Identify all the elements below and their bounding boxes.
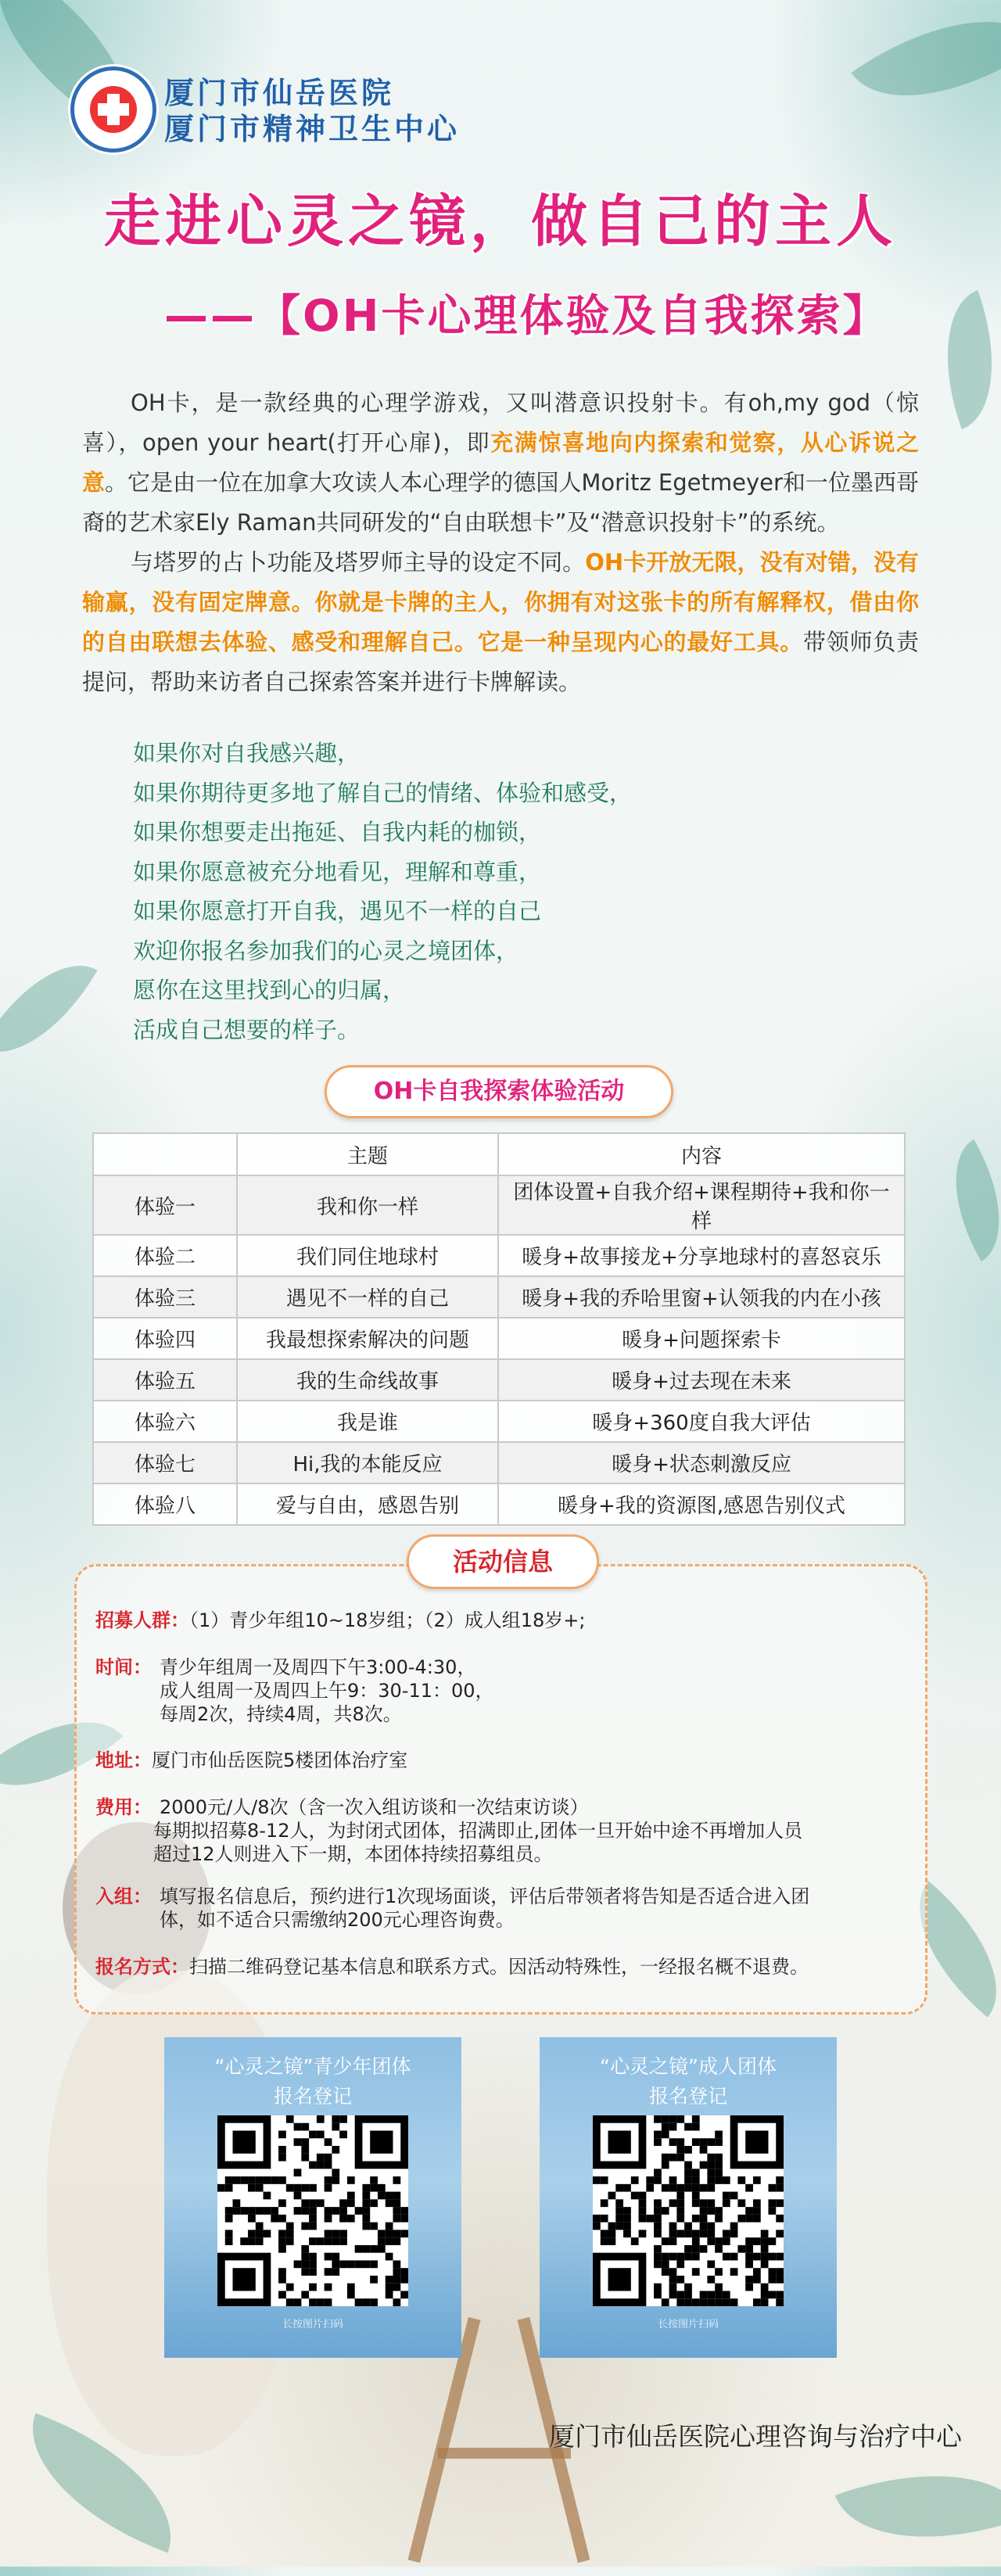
qr-caption: 长按图片扫码 — [657, 2319, 719, 2330]
address-label: 地址： — [95, 1749, 152, 1771]
page-subtitle: ——【OH卡心理体验及自我探索】 — [164, 291, 889, 342]
intro-p1-text-end: 。它是由一位在加拿大攻读人本心理学的德国人Moritz Egetmeyer和一位墨西哥裔的艺术家Ely Raman共同研发的“自由联想卡”及“潜意识投射卡”的系统。 — [82, 469, 919, 536]
invitation-line: 欢迎你报名参加我们的心灵之境团体， — [133, 937, 519, 964]
qr-card-adult[interactable] — [540, 2037, 837, 2358]
table-cell: 体验三 — [93, 1276, 237, 1318]
invitation-line: 如果你想要走出拖延、自我内耗的枷锁， — [133, 819, 542, 845]
fee-line: 超过12人则进入下一期，本团体持续招募组员。 — [153, 1843, 553, 1865]
signup-row — [95, 1955, 809, 1979]
time-line: 成人组周一及周四上午9：30-11：00， — [160, 1680, 494, 1702]
qr-code[interactable] — [593, 2115, 784, 2306]
intro-p2-text: 与塔罗的占卜功能及塔罗师主导的设定不同。 — [131, 549, 586, 576]
activity-section-badge: OH卡自我探索体验活动 — [325, 1065, 673, 1118]
fee-line: 每期拟招募8-12人，为封闭式团体，招满即止,团体一旦开始中途不再增加人员 — [153, 1820, 803, 1842]
table-row — [93, 1484, 905, 1525]
table-row — [93, 1235, 905, 1276]
table-cell: 我们同住地球村 — [237, 1235, 498, 1276]
intro-paragraph-1 — [82, 383, 919, 543]
table-cell: 体验二 — [93, 1235, 237, 1276]
signup-text: 扫描二维码登记基本信息和联系方式。因活动特殊性，一经报名概不退费。 — [189, 1956, 809, 1978]
invitation-line: 如果你愿意被充分地看见，理解和尊重， — [133, 858, 542, 885]
leaf-decoration — [835, 2437, 1001, 2576]
invitation-line: 活成自己想要的样子。 — [133, 1016, 361, 1043]
intro-p1-text: OH卡，是一款经典的心理学游戏，又叫潜意识投射卡。有oh,my god（惊喜），open your heart(打开心扉)，即 — [82, 389, 919, 456]
signup-label: 报名方式： — [95, 1956, 189, 1978]
cross-icon — [90, 86, 137, 133]
leaf-decoration — [927, 1139, 1001, 1261]
invitation-line: 如果你期待更多地了解自己的情绪、体验和感受， — [133, 779, 633, 806]
recruit-text: （1）青少年组10~18岁组；（2）成人组18岁+; — [189, 1609, 586, 1631]
table-cell: 团体设置+自我介绍+课程期待+我和你一样 — [498, 1175, 905, 1235]
intro-p2-highlight: OH卡开放无限，没有对错，没有输赢，没有固定牌意。你就是卡牌的主人，你拥有对这张卡的所有解释权，借由你的自由联想去体验、感受和理解自己。它是一种呈现内心的最好工具。 — [82, 549, 919, 655]
qr-code[interactable] — [217, 2115, 408, 2306]
table-cell: 我的生命线故事 — [237, 1359, 498, 1401]
table-cell: 我是谁 — [237, 1401, 498, 1442]
invitation-line: 愿你在这里找到心的归属， — [133, 977, 406, 1003]
qr-title: “心灵之镜”成人团体 — [600, 2055, 777, 2078]
qr-subtitle: 报名登记 — [273, 2085, 352, 2108]
invitation-line: 如果你对自我感兴趣， — [133, 740, 361, 766]
info-section-badge: 活动信息 — [407, 1534, 599, 1589]
page-title: 走进心灵之镜，做自己的主人 — [103, 188, 897, 254]
table-cell: 遇见不一样的自己 — [237, 1276, 498, 1318]
table-cell: 爱与自由，感恩告别 — [237, 1484, 498, 1525]
intro-text — [82, 383, 919, 702]
table-cell: 暖身+状态刺激反应 — [498, 1442, 905, 1484]
table-cell: 我最想探索解决的问题 — [237, 1318, 498, 1359]
table-header-row — [93, 1133, 905, 1175]
join-line: 体，如不适合只需缴纳200元心理咨询费。 — [160, 1909, 515, 1931]
table-cell: 暖身+我的资源图,感恩告别仪式 — [498, 1484, 905, 1525]
activity-schedule-table — [92, 1132, 906, 1526]
table-cell: 体验五 — [93, 1359, 237, 1401]
intro-p2-text-end: 带领师负责提问，帮助来访者自己探索答案并进行卡牌解读。 — [82, 629, 919, 695]
recruit-label: 招募人群： — [95, 1609, 189, 1631]
time-line: 青少年组周一及周四下午3:00-4:30， — [160, 1656, 476, 1678]
table-cell: 暖身+问题探索卡 — [498, 1318, 905, 1359]
footer-organization: 厦门市仙岳医院心理咨询与治疗中心 — [549, 2421, 962, 2452]
table-cell: 暖身+我的乔哈里窗+认领我的内在小孩 — [498, 1276, 905, 1318]
join-label: 入组： — [95, 1885, 152, 1907]
qr-subtitle: 报名登记 — [648, 2085, 727, 2108]
leaf-decoration — [0, 939, 98, 1079]
table-row — [93, 1359, 905, 1401]
table-row — [93, 1175, 905, 1235]
intro-paragraph-2 — [82, 543, 919, 702]
table-cell: 暖身+故事接龙+分享地球村的喜怒哀乐 — [498, 1235, 905, 1276]
org-name-primary: 厦门市仙岳医院 — [164, 75, 395, 110]
intro-p1-highlight: 充满惊喜地向内探索和觉察，从心诉说之意 — [82, 429, 919, 496]
table-cell: 体验一 — [93, 1175, 237, 1235]
table-header: 主题 — [237, 1133, 498, 1175]
qr-title: “心灵之镜”青少年团体 — [214, 2055, 411, 2078]
time-label: 时间： — [95, 1656, 152, 1678]
time-line: 每周2次，持续4周，共8次。 — [160, 1703, 402, 1725]
org-name-secondary: 厦门市精神卫生中心 — [164, 111, 461, 146]
qr-caption: 长按图片扫码 — [282, 2319, 343, 2330]
invitation-line: 如果你愿意打开自我，遇见不一样的自己 — [133, 898, 542, 924]
address-row — [95, 1749, 407, 1772]
invitation-list — [133, 734, 837, 1049]
table-cell: 体验四 — [93, 1318, 237, 1359]
table-row — [93, 1442, 905, 1484]
table-cell: 体验八 — [93, 1484, 237, 1525]
recruit-row — [95, 1609, 585, 1632]
table-cell: 体验七 — [93, 1442, 237, 1484]
fee-line: 2000元/人/8次（含一次入组访谈和一次结束访谈） — [160, 1796, 589, 1818]
fee-row — [95, 1796, 802, 1866]
time-row — [95, 1656, 494, 1726]
join-row — [95, 1885, 809, 1932]
fee-label: 费用： — [95, 1796, 152, 1818]
table-cell: 我和你一样 — [237, 1175, 498, 1235]
address-text: 厦门市仙岳医院5楼团体治疗室 — [152, 1749, 408, 1771]
table-row — [93, 1276, 905, 1318]
join-line: 填写报名信息后，预约进行1次现场面谈，评估后带领者将告知是否适合进入团 — [160, 1885, 810, 1907]
table-cell: 体验六 — [93, 1401, 237, 1442]
table-header — [93, 1133, 237, 1175]
hospital-logo — [70, 66, 156, 152]
table-cell: 暖身+360度自我大评估 — [498, 1401, 905, 1442]
qr-card-youth[interactable] — [164, 2037, 461, 2358]
table-cell: 暖身+过去现在未来 — [498, 1359, 905, 1401]
table-cell: Hi,我的本能反应 — [237, 1442, 498, 1484]
table-row — [93, 1318, 905, 1359]
leaf-decoration — [851, 0, 1001, 143]
table-row — [93, 1401, 905, 1442]
table-header: 内容 — [498, 1133, 905, 1175]
